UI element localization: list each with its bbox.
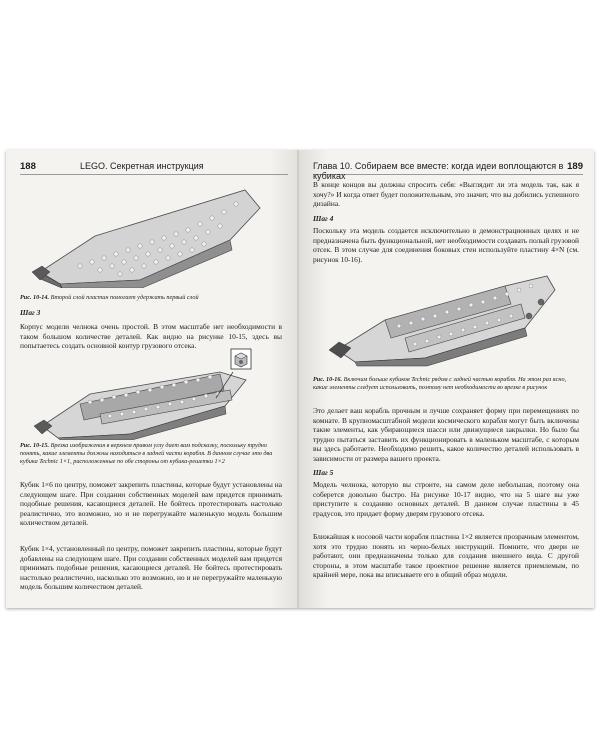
step-4-paragraph: Поскольку эта модель создается исключительно в демонстрационных целях и не предназначена быть функциональной, нет необходимости создавать полый грузовой отсек. В этом случае для соединения боковых стен используйте пластину 4×N (см. рисунок 10-16). (313, 226, 579, 264)
paragraph-bricks-1x4: Кубик 1×6 по центру, поможет закрепить пластины, которые будут установлены на следующем шаге. При создании собственных моделей вам придется принимать подобные решения, касающиеся деталей. Не бойтесь протестировать настолько реалистично, это возможно, но и не перегружайте маленькую модель большим количеством деталей. (20, 480, 282, 528)
paragraph-bricks-center: Кубик 1×4, установленный по центру, поможет закрепить пластины, которые будут добавлены на следующем шаге. При создании собственных моделей вам придется принимать подобные решения, касающиеся деталей. Не бойтесь протестировать настолько реалистично, насколько это возможно, но и не перегружайте маленькую модель большим количеством деталей. (20, 544, 282, 592)
running-title: LEGO. Секретная инструкция (80, 161, 204, 171)
running-title: Глава 10. Собираем все вместе: когда идеи воплощаются в кубиках (313, 161, 564, 181)
page-number: 189 (567, 161, 583, 172)
page-number: 188 (20, 161, 36, 172)
intro-paragraph: В конце концов вы должны спросить себя: «Выглядит ли эта модель так, как я хочу?» И когда ответ будет положительным, это значит, что вы добились успешного дизайна. (313, 180, 579, 209)
figure-label: Рис. 10-14. (20, 294, 50, 301)
step-5-paragraph: Модель челнока, которую вы строите, на самом деле небольшая, поэтому она соберется довольно быстро. На рисунке 10-17 видно, что на 5 шаге вы уже приступите к созданию основных деталей. В данном случае пластины в 45 градусов, это придает форму дверям грузового отсека. (313, 480, 579, 518)
figure-10-15-caption (20, 442, 282, 466)
figure-label: Рис. 10-16. (313, 376, 343, 383)
figure-10-14 (20, 180, 270, 288)
technic-brick-inset (230, 348, 252, 370)
step-5-heading: Шаг 5 (313, 468, 334, 477)
figure-10-16 (315, 268, 567, 368)
step-3-paragraph: Корпус модели челнока очень простой. В этом масштабе нет необходимости в таком большом количестве деталей. Как видно на рисунке 10-15, здесь вы попытаетесь создать основной контур грузового отсека. (20, 322, 282, 351)
left-page (6, 150, 299, 608)
step-4-heading: Шаг 4 (313, 214, 334, 223)
paragraph-transparent-plate: Ближайшая к носовой части корабля пластина 1×2 является прозрачным элементом, хотя это трудно понять из черно-белых инструкций. Помните, что двери не работают, они предназначены только для создания внешнего вида. С другой стороны, в этом масштабе такое проектное решение является приемлемым, по крайней мере, пока вы вписываете его в общий образ модели. (313, 532, 579, 580)
paragraph-strength: Это делает ваш корабль прочным и лучше сохраняет форму при перемещениях по комнате. В крупномасштабной модели космического корабля могут быть включены такие элементы, как убирающиеся шасси или движущиеся закрылки. Но было бы трудно пытаться заставить их функционировать в маленьком масштабе, с которым вы здесь работаете. Необходимо решить, какое количество деталей использовать в зависимости от размера вашего проекта. (313, 406, 579, 463)
figure-10-16-caption (313, 376, 579, 392)
right-page-header (313, 160, 583, 181)
step-3-heading: Шаг 3 (20, 308, 41, 317)
open-book (6, 150, 594, 608)
right-page (299, 150, 594, 608)
caption-text: Врезка изображения в верхнем правом углу дает вам подсказку, поскольку трудно понять, какие элементы должны находиться в задней части корабля. В данном случае это два кубика Technic 1×1, расположенные по обе стороны от кубика-решетки 1×2 (20, 442, 273, 465)
caption-text: Включим больше кубиков Technic рядом с задней частью корабля. На этом раз ясно, какие элементы следует использовать, поэтому нет необходимости во врезке в рисунок (313, 376, 567, 391)
left-page-header (20, 160, 288, 175)
figure-10-14-caption (20, 294, 282, 302)
caption-text: Второй слой пластин помогает удержать первый слой (50, 294, 199, 301)
figure-label: Рис. 10-15. (20, 442, 50, 449)
